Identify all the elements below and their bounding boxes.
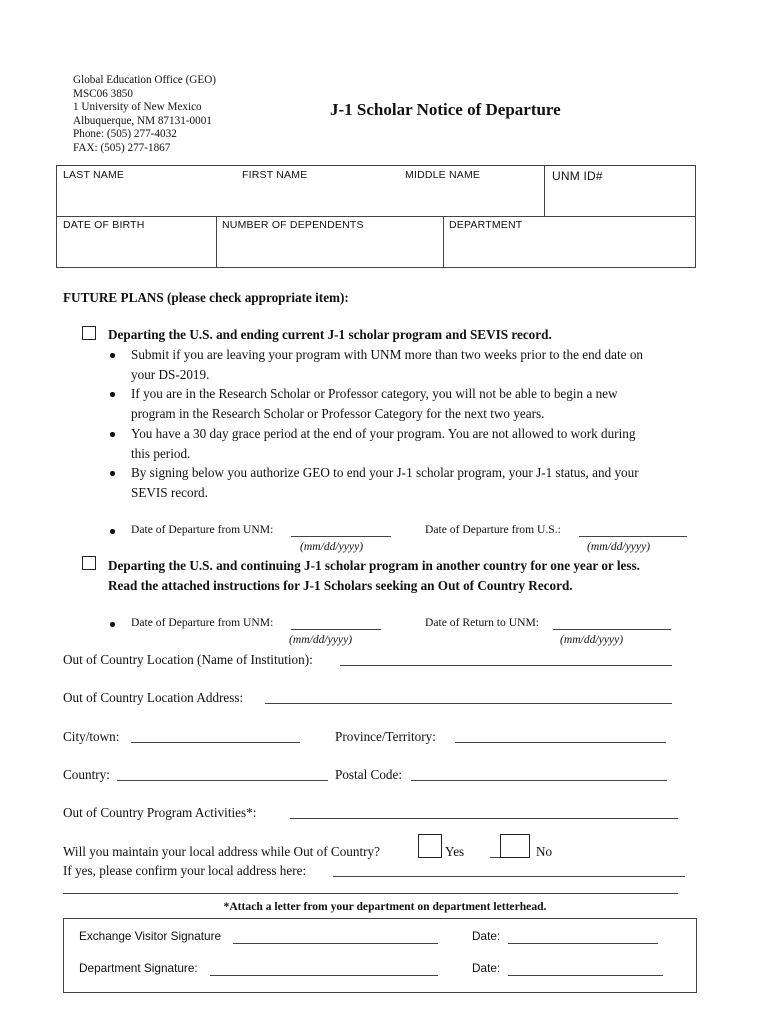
return-unm-label: Date of Return to UNM: [425,616,539,629]
bullet-icon [110,471,115,476]
office-line: 1 University of New Mexico [73,101,202,114]
unm-id-field[interactable]: UNM ID# [552,169,603,183]
yes-checkbox[interactable] [418,834,442,858]
bullet-text: You have a 30 day grace period at the end of your program. You are not allowed to work during this period. [131,426,636,461]
bullet-icon [110,353,115,358]
option1-checkbox[interactable] [82,326,96,340]
location-address-label: Out of Country Location Address: [63,690,244,705]
country-label: Country: [63,767,110,782]
office-line: Albuquerque, NM 87131-0001 [73,114,212,127]
postal-blank[interactable] [411,780,667,781]
departure-unm-label-2: Date of Departure from UNM: [131,616,274,629]
departure-unm-blank[interactable] [291,536,391,537]
table-divider [443,216,444,267]
office-line: FAX: (505) 277-1867 [73,141,171,154]
dependents-field[interactable]: NUMBER OF DEPENDENTS [222,219,364,231]
date-label-1: Date: [472,929,501,943]
no-checkbox[interactable] [500,834,530,858]
date-format-hint: (mm/dd/yyyy) [587,540,651,553]
office-line: Phone: (505) 277-4032 [73,128,177,141]
departure-unm-blank-2[interactable] [291,629,381,630]
city-label: City/town: [63,729,120,744]
bullet-text: If you are in the Research Scholar or Professor category, you will not be able to begin a new program in the Research Scholar or Professor Category for the next two years. [131,386,618,421]
departure-us-blank[interactable] [579,536,687,537]
return-unm-blank[interactable] [553,629,671,630]
confirm-address-blank[interactable] [333,876,685,877]
table-divider [216,216,217,267]
attach-note: *Attach a letter from your department on department letterhead. [223,900,547,913]
form-title: J-1 Scholar Notice of Departure [330,100,561,119]
option2-heading: Departing the U.S. and continuing J-1 scholar program in another country for one year or less. Read the attached instructions for J-1 Scholars seeking an Out of Country Record. [108,558,640,593]
confirm-address-label: If yes, please confirm your local address here: [63,863,307,878]
location-address-blank[interactable] [265,703,672,704]
activities-label: Out of Country Program Activities*: [63,805,257,820]
date-blank-2[interactable] [508,975,663,976]
ev-signature-label: Exchange Visitor Signature [79,929,222,943]
bullet-text: By signing below you authorize GEO to end your J-1 scholar program, your J-1 status, and your SEVIS record. [131,465,639,500]
middle-name-field[interactable]: MIDDLE NAME [405,169,481,181]
location-name-blank[interactable] [340,665,672,666]
confirm-address-blank-2[interactable] [63,893,678,894]
bullet-icon [110,392,115,397]
bullet-icon [110,622,115,627]
dept-signature-label: Department Signature: [79,961,198,975]
department-field[interactable]: DEPARTMENT [449,219,523,231]
option2-checkbox[interactable] [82,556,96,570]
office-address [73,74,216,156]
bullet-text: Submit if you are leaving your program with UNM more than two weeks prior to the end date on your DS-2019. [131,347,644,382]
office-line: Global Education Office (GEO) [73,74,217,86]
office-line: MSC06 3850 [73,87,133,100]
last-name-field[interactable]: LAST NAME [63,169,125,181]
yes-label: Yes [445,844,465,859]
dept-signature-blank[interactable] [210,975,438,976]
future-plans-heading: FUTURE PLANS (please check appropriate item): [63,290,349,305]
maintain-address-label: Will you maintain your local address while Out of Country? [63,844,381,859]
departure-unm-label: Date of Departure from UNM: [131,523,274,536]
departure-us-label: Date of Departure from U.S.: [425,523,561,536]
city-blank[interactable] [131,742,300,743]
location-name-label: Out of Country Location (Name of Institution): [63,652,313,667]
bullet-icon [110,432,115,437]
postal-label: Postal Code: [335,767,403,782]
date-format-hint: (mm/dd/yyyy) [289,633,353,646]
table-divider [544,165,545,216]
province-blank[interactable] [455,742,666,743]
no-label: No [536,844,553,859]
date-label-2: Date: [472,961,501,975]
date-format-hint: (mm/dd/yyyy) [300,540,364,553]
country-blank[interactable] [117,780,328,781]
bullet-icon [110,529,115,534]
date-format-hint: (mm/dd/yyyy) [560,633,624,646]
option1-heading: Departing the U.S. and ending current J-1 scholar program and SEVIS record. [108,327,552,342]
table-divider [56,216,695,217]
province-label: Province/Territory: [335,729,436,744]
first-name-field[interactable]: FIRST NAME [242,169,308,181]
date-blank-1[interactable] [508,943,658,944]
ev-signature-blank[interactable] [233,943,438,944]
dob-field[interactable]: DATE OF BIRTH [63,219,145,231]
activities-blank[interactable] [290,818,678,819]
